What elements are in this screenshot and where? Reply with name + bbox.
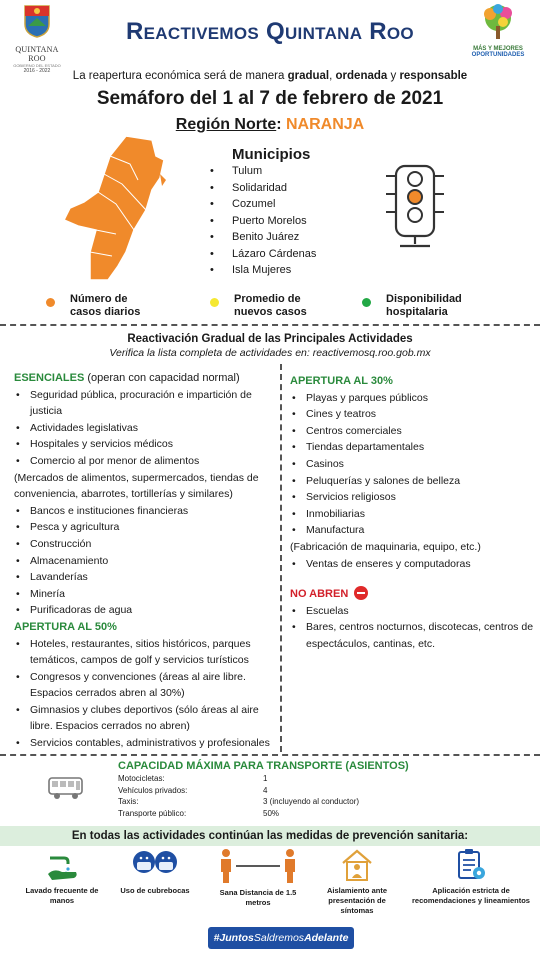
list-item: • Comercio al por menor de alimentos (14, 453, 276, 470)
intro-ordenada: ordenada (335, 70, 388, 82)
list-item: • Bares, centros nocturnos, discotecas, centros de espectáculos, cantinas, etc. (290, 619, 536, 652)
prevencion-item (318, 848, 396, 916)
prevencion-label: Aplicación estricta de recomendaciones y lineamientos (412, 886, 530, 905)
list-item: • Playas y parques públicos (290, 390, 536, 407)
divider (0, 324, 540, 326)
capacidad-row (118, 773, 418, 785)
list-item: • Gimnasios y clubes deportivos (sólo áreas al aire libre. Espacios cerrados no abren) (14, 702, 276, 735)
tree-logo-icon (478, 4, 518, 40)
intro-responsable: responsable (399, 70, 468, 82)
apertura30-list (290, 390, 536, 573)
cap-key: Taxis: (118, 797, 139, 806)
list-item: • Casinos (290, 456, 536, 473)
list-item: • Tiendas departamentales (290, 439, 536, 456)
list-item: • Pesca y agricultura (14, 519, 276, 536)
list-item: • Inmobiliarias (290, 506, 536, 523)
list-item: • Escuelas (290, 603, 536, 620)
region-label: Región Norte (175, 116, 277, 133)
cap-key: Vehículos privados: (118, 785, 188, 795)
list-note: (Mercados de alimentos, supermercados, tiendas de conveniencia, abarrotes, tortillerías y similares) (14, 471, 259, 501)
region-color: NARANJA (286, 116, 365, 133)
legend-text: hospitalaria (386, 306, 448, 318)
traffic-light-icon (380, 164, 450, 250)
capacidad-title: CAPACIDAD MÁXIMA PARA TRANSPORTE (ASIENTOS) (118, 760, 409, 772)
yellow-dot-icon (210, 298, 219, 307)
left-column (14, 370, 276, 752)
list-item: • Hoteles, restaurantes, sitios históricos, parques temáticos, campos de golf y servicios turísticos (14, 636, 276, 669)
intro-sep: y (387, 70, 400, 82)
mas-oportunidades-logo (462, 4, 534, 62)
quintana-roo-map (60, 134, 170, 282)
list-item: • Servicios contables, administrativos y profesionales (14, 735, 276, 752)
quintana-roo-logo (6, 4, 68, 74)
intro-gradual: gradual (287, 70, 330, 82)
capacidad-row (118, 796, 418, 808)
cap-value: 1 (263, 774, 268, 783)
list-item: • Lavanderías (14, 569, 276, 586)
list-item: • Manufactura (290, 522, 536, 539)
no-entry-icon (354, 586, 368, 600)
checklist-icon (454, 848, 488, 882)
prevencion-label: Aislamiento ante presentación de síntomas (326, 886, 387, 915)
logo-years: 2016 - 2022 (23, 68, 51, 74)
list-item: • Purificadoras de agua (14, 602, 276, 619)
list-item: • Seguridad pública, procuración e impartición de justicia (14, 387, 276, 420)
hashtag-part: Adelante (304, 932, 349, 944)
list-item: • Bancos e instituciones financieras (14, 503, 276, 520)
heading-note: (operan con capacidad normal) (84, 372, 240, 384)
hashtag-part: #Juntos (213, 932, 254, 944)
divider (0, 754, 540, 756)
municipios-list (210, 163, 316, 279)
prevencion-item (408, 848, 534, 906)
prevencion-label: Sana Distancia de 1.5 metros (219, 888, 297, 907)
bus-icon (48, 776, 84, 800)
list-item: • Hospitales y servicios médicos (14, 436, 276, 453)
municipio-item: • Cozumel (210, 196, 316, 213)
list-item: • Centros comerciales (290, 423, 536, 440)
legend-text: Número de (70, 293, 128, 305)
handwash-icon (42, 848, 82, 882)
header (0, 0, 540, 74)
list-item: • Cines y teatros (290, 406, 536, 423)
list-item: • Almacenamiento (14, 553, 276, 570)
municipio-item: • Solidaridad (210, 180, 316, 197)
region-colon: : (276, 116, 286, 133)
home-isolation-icon (340, 848, 374, 882)
esenciales-list (14, 387, 276, 619)
hashtag-part: Saldremos (253, 932, 305, 944)
activities-subtitle: Verifica la lista completa de actividades en: reactivemosq.roo.gob.mx (109, 347, 431, 359)
prevencion-item (110, 848, 200, 896)
capacidad-table (118, 773, 418, 819)
prevencion-label: Lavado frecuente de manos (25, 886, 99, 905)
face-mask-icon (131, 848, 179, 882)
prevencion-item (208, 848, 308, 908)
region-line (0, 116, 540, 134)
intro-part: La reapertura económica será de manera (72, 70, 288, 82)
state-shield-icon (23, 4, 51, 38)
semaforo-date: Semáforo del 1 al 7 de febrero de 2021 (96, 88, 444, 109)
intro-text (0, 70, 540, 82)
green-dot-icon (362, 298, 371, 307)
cap-value: 3 (incluyendo al conductor) (263, 797, 360, 806)
apertura50-heading: APERTURA AL 50% (14, 620, 117, 633)
right-column (290, 373, 536, 653)
cap-value: 50% (263, 808, 280, 818)
activities-title: Reactivación Gradual de las Principales Actividades (127, 333, 413, 345)
logo-line2: OPORTUNIDADES (471, 52, 525, 58)
apertura30-heading: APERTURA AL 30% (290, 375, 393, 387)
list-item: • Actividades legislativas (14, 420, 276, 437)
legend-text: Promedio de (234, 293, 301, 305)
list-item: • Peluquerías y salones de belleza (290, 473, 536, 490)
municipios-title: Municipios (232, 146, 311, 163)
municipio-item: • Isla Mujeres (210, 262, 316, 279)
heading-text: ESENCIALES (14, 372, 85, 384)
list-item: • Minería (14, 586, 276, 603)
list-item: • Congresos y convenciones (áreas al aire libre. Espacios cerrados abren al 30%) (14, 669, 276, 702)
orange-dot-icon (46, 298, 55, 307)
intro-sep: , (329, 70, 336, 82)
logo-name: QUINTANA ROO (15, 45, 59, 63)
page-title: Reactivemos Quintana Roo (126, 18, 414, 45)
no-abren-list (290, 603, 536, 653)
apertura50-list (14, 636, 276, 752)
legend-text: Disponibilidad (386, 293, 462, 305)
heading-text: NO ABREN (290, 588, 349, 601)
cap-key: Transporte público: (118, 808, 187, 818)
cap-value: 4 (263, 785, 268, 795)
social-distance-icon (218, 848, 298, 884)
esenciales-heading (14, 370, 276, 387)
list-item: • Ventas de enseres y computadoras (290, 556, 536, 573)
legend-text: casos diarios (70, 306, 141, 318)
legend-text: nuevos casos (234, 306, 307, 318)
municipio-item: • Puerto Morelos (210, 213, 316, 230)
logo-motto: GOBIERNO DEL ESTADO (13, 63, 61, 68)
prevencion-item (20, 848, 104, 906)
logo-line1: MÁS Y MEJORES (473, 46, 523, 52)
prevencion-label: Uso de cubrebocas (120, 886, 190, 895)
cap-key: Motocicletas: (118, 774, 165, 783)
municipio-item: • Lázaro Cárdenas (210, 246, 316, 263)
vertical-divider (280, 364, 282, 752)
list-note: (Fabricación de maquinaria, equipo, etc.) (290, 540, 481, 553)
no-abren-heading (290, 586, 536, 603)
hashtag-badge (208, 927, 354, 949)
municipio-item: • Benito Juárez (210, 229, 316, 246)
list-item: • Construcción (14, 536, 276, 553)
capacidad-row (118, 808, 418, 820)
prevencion-title: En todas las actividades continúan las medidas de prevención sanitaria: (0, 826, 540, 846)
municipio-item: • Tulum (210, 163, 316, 180)
capacidad-row (118, 785, 418, 797)
list-item: • Servicios religiosos (290, 489, 536, 506)
